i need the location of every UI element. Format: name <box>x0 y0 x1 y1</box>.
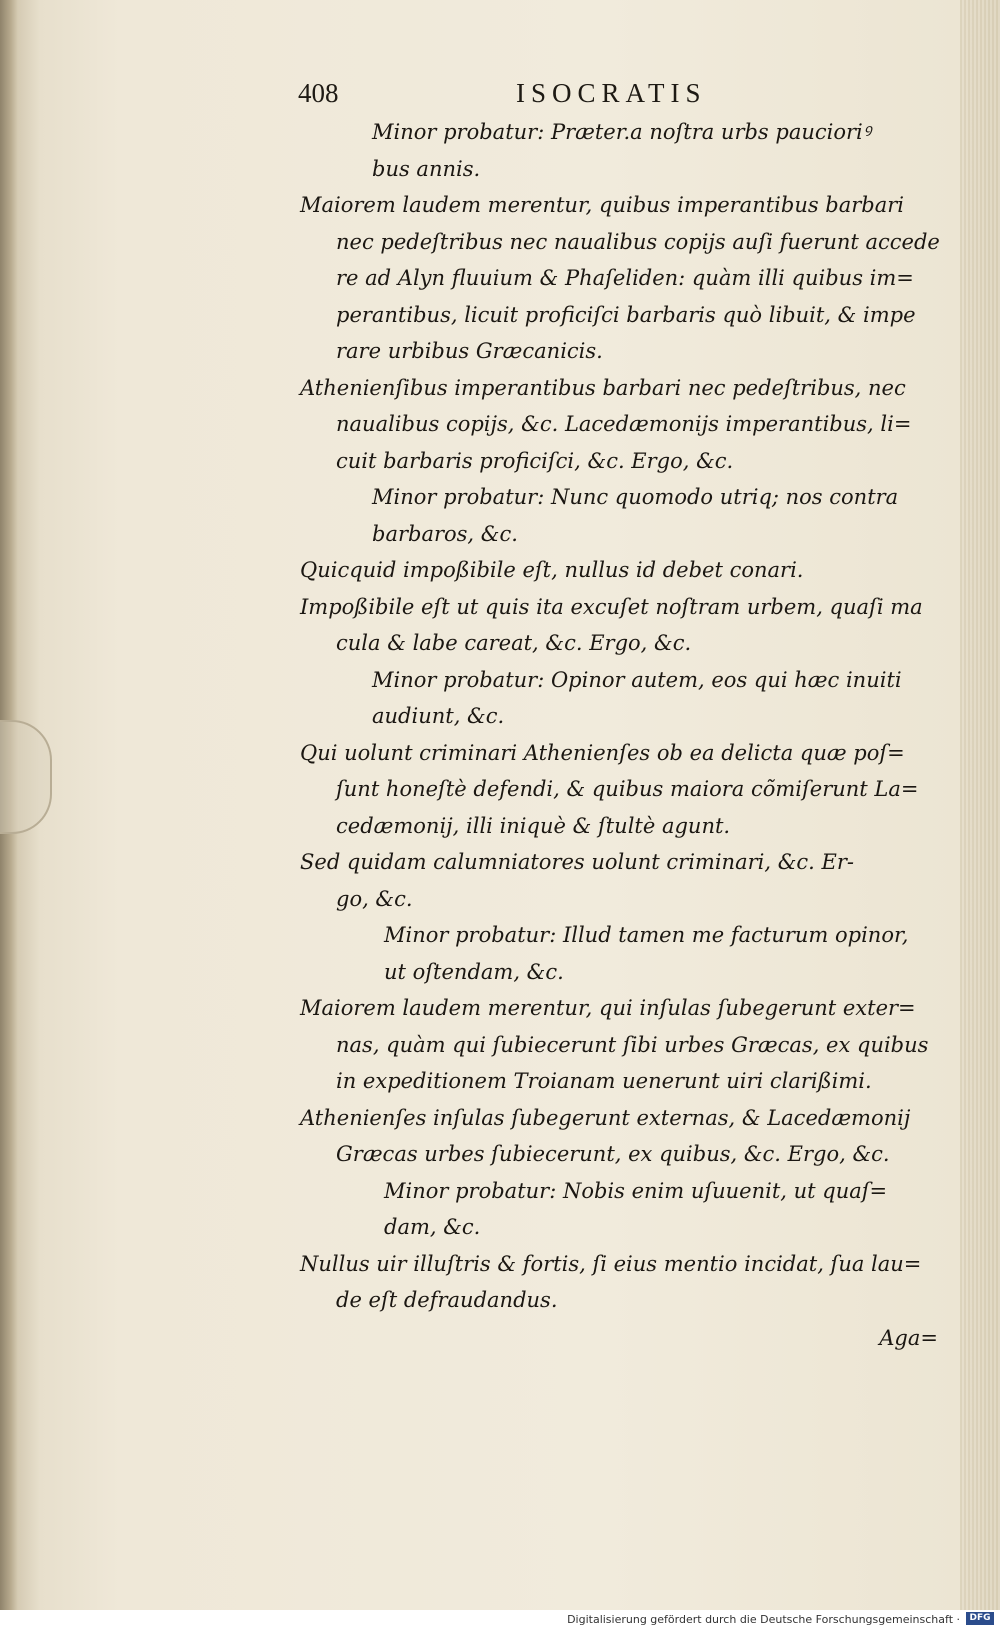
text-line: Græcas urbes ſubiecerunt, ex quibus, &c. Ergo, &c. <box>336 1142 890 1166</box>
text-line: re ad Alyn fluuium & Phaſeliden: quàm illi quibus im= <box>336 266 914 290</box>
text-line: naualibus copijs, &c. Lacedæmonijs imperantibus, li= <box>336 412 912 436</box>
text-line: cedæmonij, illi iniquè & ſtultè agunt. <box>336 813 731 838</box>
dfg-logo: DFG <box>966 1612 994 1625</box>
running-title: ISOCRATIS <box>516 78 707 108</box>
text-line: Maiorem laudem merentur, quibus imperantibus barbari <box>300 193 905 217</box>
binding-clasp <box>0 720 52 834</box>
text-line: Minor probatur: Nunc quomodo utriq; nos contra <box>372 485 899 509</box>
text-line: in expeditionem Troianam uenerunt uiri clarißimi. <box>336 1069 872 1093</box>
text-line: Minor probatur: Nobis enim uſuuenit, ut quaſ= <box>384 1178 888 1203</box>
text-line: Sed quidam calumniatores uolunt criminari, &c. Er- <box>300 850 854 874</box>
text-line: nec pedeſtribus nec naualibus copijs auſi fuerunt accede <box>336 229 940 254</box>
body-text <box>300 114 940 1319</box>
text-line: Minor probatur: Illud tamen me facturum opinor, <box>384 923 909 947</box>
text-line: Qui uolunt criminari Athenienſes ob ea delicta quæ poſ= <box>300 740 905 765</box>
page-header <box>298 78 938 112</box>
text-line: barbaros, &c. <box>372 521 518 546</box>
text-line: Impoßibile eſt ut quis ita excuſet noſtram urbem, quaſi ma <box>300 594 923 619</box>
digitization-footer <box>0 1610 1000 1628</box>
text-line: de eſt defraudandus. <box>336 1288 558 1312</box>
text-line: audiunt, &c. <box>372 704 505 728</box>
page-number: 408 <box>298 78 339 108</box>
text-line: Nullus uir illuſtris & fortis, ſi eius mentio incidat, ſua lau= <box>300 1251 922 1276</box>
footer-credit: Digitalisierung gefördert durch die Deutsche Forschungsgemeinschaft · <box>567 1613 960 1626</box>
text-line: Maiorem laudem merentur, qui inſulas ſubegerunt exter= <box>300 996 916 1020</box>
text-line: ſunt honeſtè defendi, & quibus maiora cõmiſerunt La= <box>336 777 919 801</box>
text-line: Minor probatur: Præter.a noſtra urbs paucioriꝰ <box>372 120 871 144</box>
text-line: Athenienſibus imperantibus barbari nec pedeſtribus, nec <box>300 375 906 400</box>
text-line: bus annis. <box>372 156 481 181</box>
text-line: Minor probatur: Opinor autem, eos qui hæc inuiti <box>372 667 902 692</box>
text-line: cula & labe careat, &c. Ergo, &c. <box>336 631 692 655</box>
text-line: rare urbibus Græcanicis. <box>336 339 603 363</box>
catchword: Aga= <box>879 1326 938 1350</box>
text-line: dam, &c. <box>384 1215 481 1239</box>
text-line: cuit barbaris proficiſci, &c. Ergo, &c. <box>336 448 734 473</box>
text-line: ut oſtendam, &c. <box>384 959 564 984</box>
text-line: nas, quàm qui ſubiecerunt ſibi urbes Græcas, ex quibus <box>336 1032 929 1057</box>
text-line: Athenienſes inſulas ſubegerunt externas, & Lacedæmonij <box>300 1105 911 1130</box>
text-line: perantibus, licuit proficiſci barbaris quò libuit, & impe <box>336 302 916 327</box>
text-line: Quicquid impoßibile eſt, nullus id debet conari. <box>300 558 804 582</box>
page-fore-edge <box>960 0 1000 1610</box>
text-line: go, &c. <box>336 886 413 911</box>
